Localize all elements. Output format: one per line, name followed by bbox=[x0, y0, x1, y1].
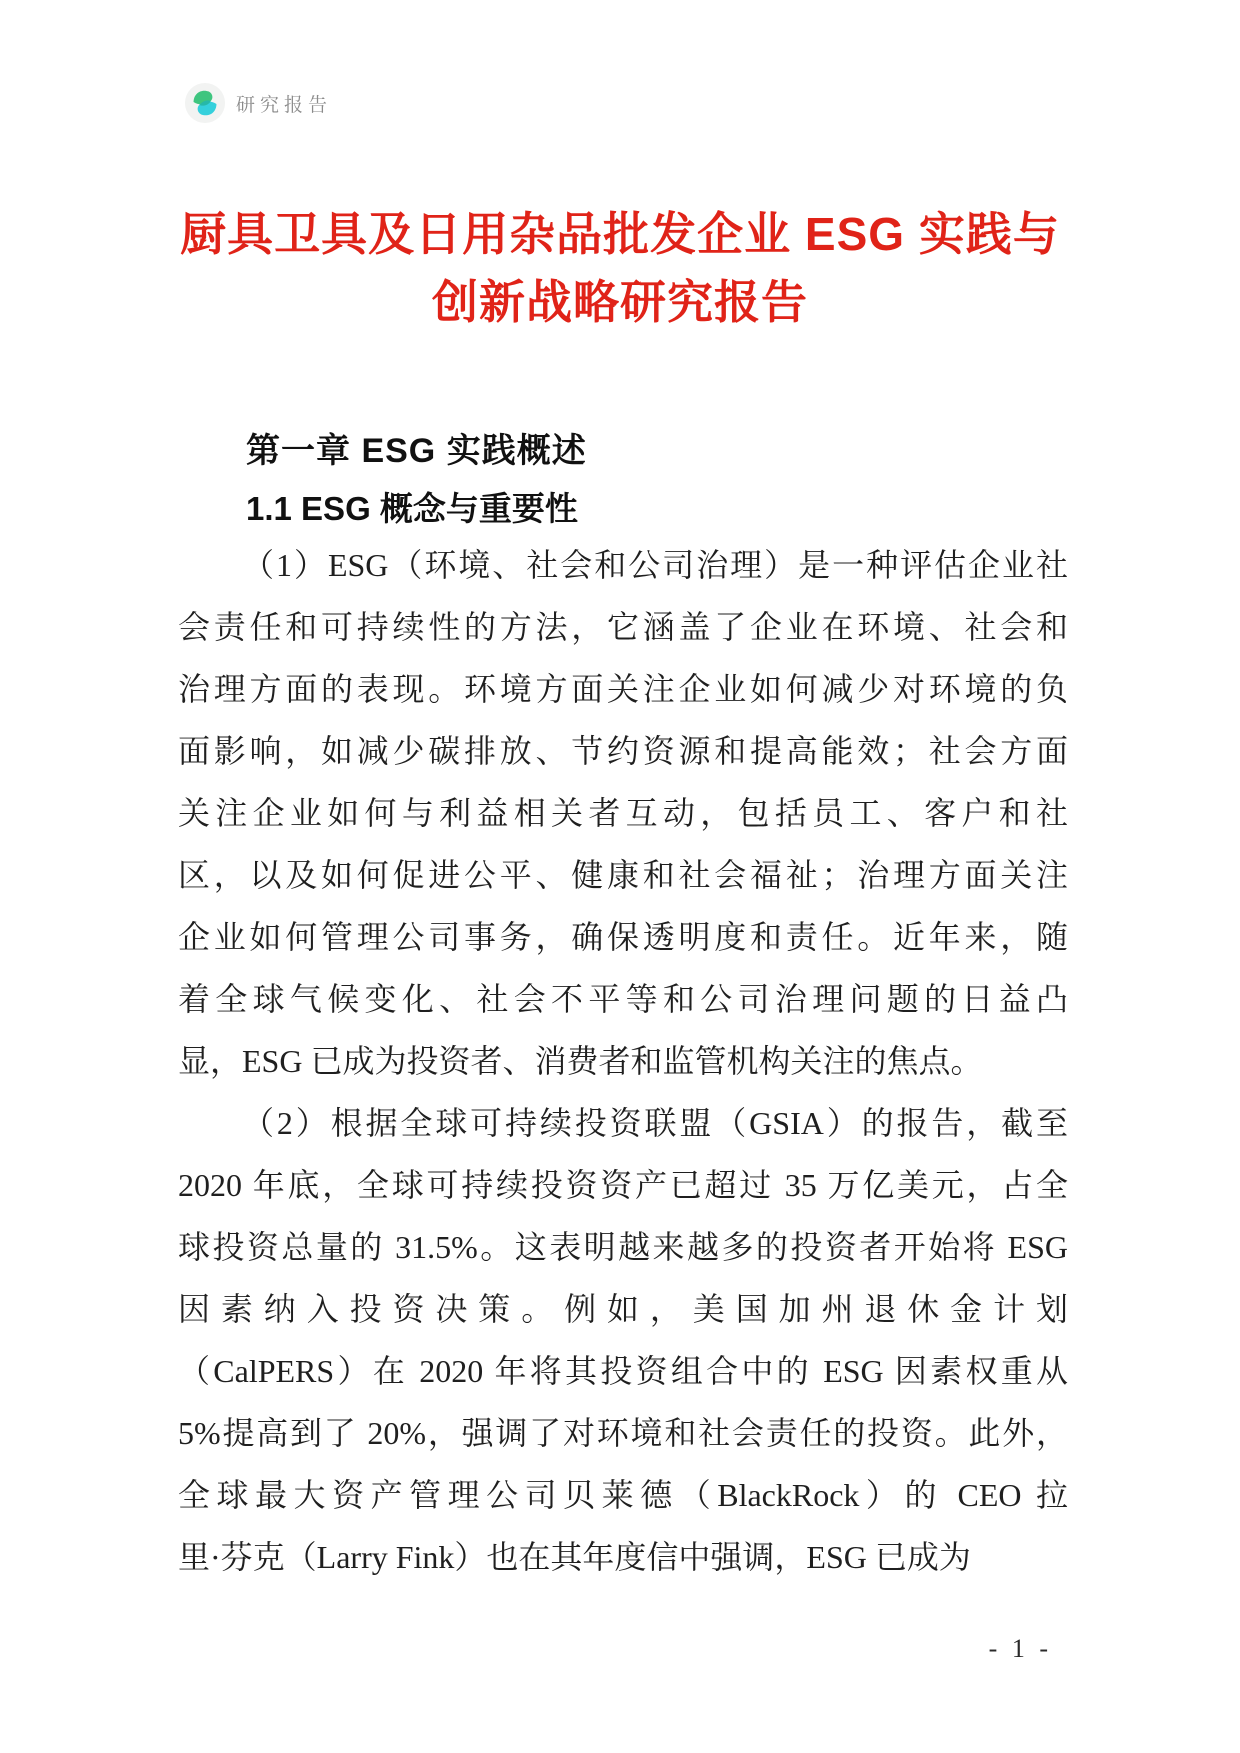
chapter-heading: 第一章 ESG 实践概述 bbox=[246, 432, 587, 470]
text-line: 关注企业如何与利益相关者互动，包括员工、客户和社 bbox=[178, 795, 1068, 831]
text-line: 面影响，如减少碳排放、节约资源和提高能效；社会方面 bbox=[178, 733, 1068, 769]
text-line: 2020 年底，全球可持续投资资产已超过 35 万亿美元，占全 bbox=[178, 1167, 1068, 1203]
text-line: 区，以及如何促进公平、健康和社会福祉；治理方面关注 bbox=[178, 857, 1068, 893]
report-title-line1: 厨具卫具及日用杂品批发企业 ESG 实践与 bbox=[180, 208, 1060, 260]
text-line: 治理方面的表现。环境方面关注企业如何减少对环境的负 bbox=[178, 671, 1068, 707]
text-line: （1）ESG（环境、社会和公司治理）是一种评估企业社 bbox=[242, 547, 1068, 583]
text-line: （2）根据全球可持续投资联盟（GSIA）的报告，截至 bbox=[242, 1105, 1068, 1141]
paragraph-1 bbox=[178, 534, 1068, 1092]
text-line: 企业如何管理公司事务，确保透明度和责任。近年来，随 bbox=[178, 919, 1068, 955]
text-line: 里·芬克（Larry Fink）也在其年度信中强调，ESG 已成为 bbox=[178, 1539, 971, 1575]
text-line: 5%提高到了 20%，强调了对环境和社会责任的投资。此外， bbox=[178, 1415, 1068, 1451]
paragraph-2 bbox=[178, 1092, 1068, 1588]
report-title bbox=[0, 200, 1240, 336]
text-line: 球投资总量的 31.5%。这表明越来越多的投资者开始将 ESG bbox=[178, 1229, 1068, 1265]
report-title-line2: 创新战略研究报告 bbox=[432, 276, 808, 328]
section-heading: 1.1 ESG 概念与重要性 bbox=[246, 490, 578, 527]
text-line: 全球最大资产管理公司贝莱德（BlackRock）的 CEO 拉 bbox=[178, 1477, 1068, 1513]
text-line: 因素纳入投资决策。例如，美国加州退休金计划 bbox=[178, 1291, 1068, 1327]
text-line: 显，ESG 已成为投资者、消费者和监管机构关注的焦点。 bbox=[178, 1043, 983, 1079]
text-line: （CalPERS）在 2020 年将其投资组合中的 ESG 因素权重从 bbox=[178, 1353, 1068, 1389]
brand-label: 研究报告 bbox=[236, 94, 333, 116]
brand-logo-icon bbox=[184, 82, 226, 124]
brand-header bbox=[184, 82, 332, 124]
text-line: 会责任和可持续性的方法，它涵盖了企业在环境、社会和 bbox=[178, 609, 1068, 645]
text-line: 着全球气候变化、社会不平等和公司治理问题的日益凸 bbox=[178, 981, 1068, 1017]
body-text bbox=[178, 534, 1068, 1588]
page-number: - 1 - bbox=[988, 1634, 1052, 1663]
